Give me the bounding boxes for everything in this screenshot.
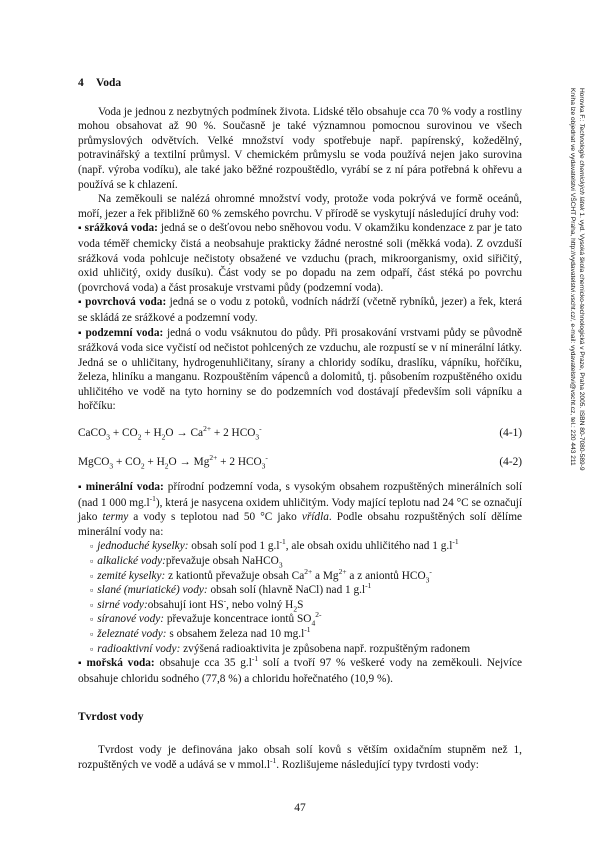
water-types-intro: Na zeměkouli se nalézá ohromné množství vody, protože voda pokrývá ve formě oceánů, moří, jezer a řek přibližně 60 % zemského povrchu. V přírodě se vyskytují následující druhy vod: — [78, 193, 522, 220]
page-number: 47 — [294, 802, 306, 814]
list-item-ground-water: ▪ podzemní voda: jedná o vodu vsáknutou do půdy. Při prosakování vrstvami půdy se původně srážková voda sice vyčistí od nečistot pohlcených ze vzduchu, ale rozpustí se v ní minerální látky. Jedná se o uhličitany, hydrogenuhličitany, sírany a chloridy sodíku, draslíku, vápníku, hořčíku, železa, hliníku a manganu. Rozpouštěním vápenců a dolomitů, tj. působením rozpuštěného oxidu uhličitého ve vodě na tyto horniny se do podzemních vod dostávají především soli vápníku a hořčíku: — [78, 326, 522, 415]
list-item: ▫ zemité kyselky: z kationtů převažuje obsah $Ca^{2+}$ a $Mg^{2+}$ a z aniontů $HCO_3^-$ — [90, 569, 522, 584]
chapter-heading — [78, 76, 522, 91]
list-item: ▫ sirné vody:obsahují iont HS-, nebo volný $H_2S$ — [90, 598, 522, 613]
citation-line-2: Kniha lze objednat ve vydavatelství VŠCHT Praha, http://vydavatelstvi.vscht.cz/, e-mail: vydavatelstvi@vscht.cz, tel.: 220 443 211 — [569, 88, 576, 466]
list-item: ▫ jednoduché kyselky: obsah solí pod 1 $g.l^{-1}$, ale obsah oxidu uhličitého nad 1 $g.l^{-1}$ — [90, 539, 522, 554]
list-item: ▫ radioaktivní vody: zvýšená radioaktivita je způsobena např. rozpuštěným radonem — [90, 642, 522, 657]
citation-sidenote — [566, 88, 586, 628]
intro-paragraph: Voda je jednou z nezbytných podmínek života. Lidské tělo obsahuje cca 70 % vody a rostliny mohou obsahovat až 90 %. Současně je také významnou pomocnou surovinou ve všech průmyslových odvětvích. Velké množství vody spotřebuje např. papírenský, kožedělný, potravinářský a textilní průmysl. V chemickém průmyslu se voda používá nejen jako surovina (např. výroba vodíku), ale také jako běžné rozpouštědlo, vyrábí se z ní pára potřebná k ohřevu a používá se k chlazení. — [78, 105, 522, 191]
list-item: ▫ síranové vody: převažuje koncentrace iontů $SO_4^{2-}$ — [90, 612, 522, 627]
equation-4-1 — [78, 426, 522, 441]
equation-formula: CaCO$_3$ + $CO_2 + H_2O \to Ca^{2+} + 2$ $HCO_3^-$ — [78, 424, 262, 442]
equation-formula: MgCO$_3$ + $CO_2 + H_2O \to Mg^{2+} + 2$ $HCO_3^-$ — [78, 453, 268, 471]
citation-line-1: Horovka F.: Technologie chemických látek 1. vyd. Vysoká škola chemicko-technologická v Praze, Praha 2005. ISBN 80-7080-589-9 — [578, 88, 585, 471]
list-item: ▫ alkalické vody:převažuje obsah NaHCO$_3$ — [90, 554, 522, 569]
chapter-title: Voda — [96, 77, 122, 89]
equation-number: (4-2) — [499, 456, 522, 469]
list-item-mineral-water: ▪ minerální voda: přírodní podzemní voda, s vysokým obsahem rozpuštěných minerálních solí (nad 1 000 $mg.l^{-1}$), která je nasycena oxidem uhličitým. Vody mající teplotu nad 24 °C se označují jako termy a vody s teplotou nad 50 °C jako vřídla. Podle obsahu rozpuštěných solí dělíme minerální vody na: — [78, 480, 522, 539]
list-item-precipitation-water: ▪ srážková voda: jedná se o dešťovou nebo sněhovou vodu. V okamžiku kondenzace z par je tato voda téměř chemicky čistá a neobsahuje prakticky žádné nerostné soli (měkká voda). Z ovzduší srážková voda pohlcuje nečistoty obsažené ve vzduchu (prach, mikroorganismy, oxid siřičitý, oxid uhličitý, oxidy dusíku). Část vody se po dopadu na zem odpaří, část stéká po povrchu (povrchová voda) a část prosakuje vrstvami půdy (podzemní voda). — [78, 221, 522, 295]
list-item: ▫ železnaté vody: s obsahem železa nad 10 $mg.l^{-1}$ — [90, 627, 522, 642]
section-heading-water-hardness: Tvrdost vody — [78, 711, 144, 724]
list-item-surface-water: ▪ povrchová voda: jedná se o vodu z potoků, vodních nádrží (včetně rybníků, jezer) a řek, která se skládá ze srážkové a podzemní vody. — [78, 295, 522, 325]
hardness-paragraph: Tvrdost vody je definována jako obsah solí kovů s větším oxidačním stupněm než 1, rozpuštěných ve vodě a udává se v $mmol.l^{-1}$. Rozlišujeme následující typy tvrdosti vody: — [78, 743, 522, 771]
equation-number: (4-1) — [499, 427, 522, 440]
main-column — [78, 76, 522, 772]
mineral-water-types-list — [78, 539, 522, 656]
equation-4-2 — [78, 455, 522, 470]
list-item: ▫ slané (muriatické) vody: obsah solí (hlavně NaCl) nad 1 $g.l^{-1}$ — [90, 583, 522, 598]
list-item-sea-water: ▪ mořská voda: obsahuje cca 35 $g.l^{-1}$ solí a tvoří 97 % veškeré vody na zeměkouli. Nejvíce obsahuje chloridu sodného (77,8 %) a chloridu hořečnatého (10,9 %). — [78, 656, 522, 686]
chapter-number: 4 — [78, 77, 84, 89]
